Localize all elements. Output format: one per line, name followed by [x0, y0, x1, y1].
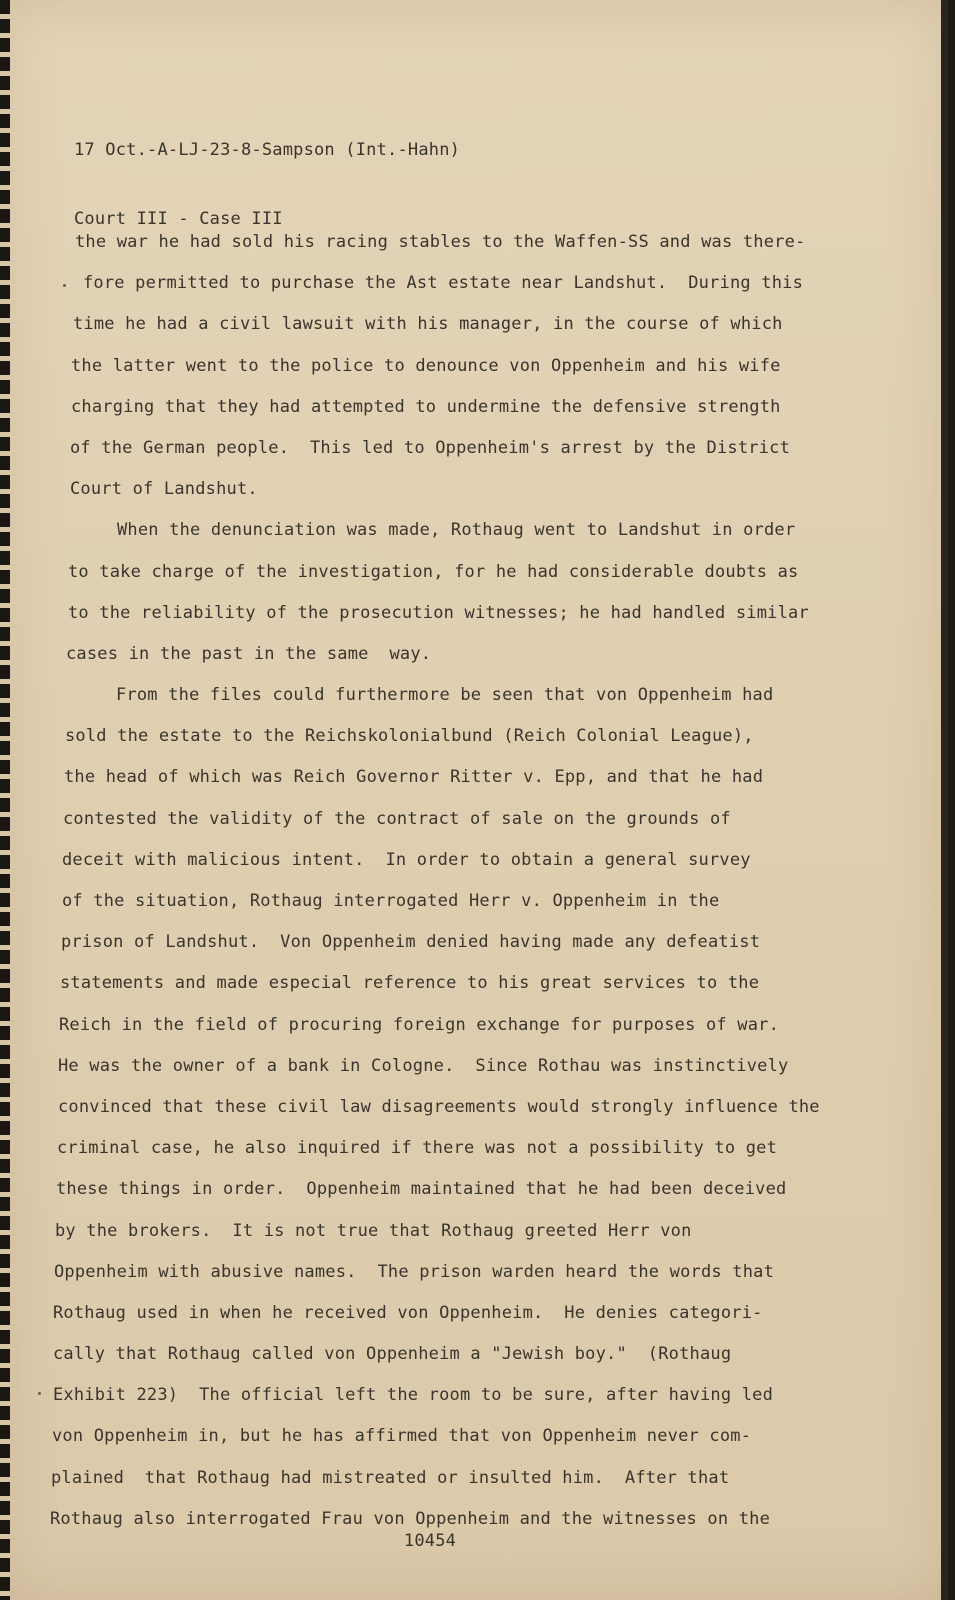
text-line: Rothaug also interrogated Frau von Oppenheim and the witnesses on the — [50, 1508, 771, 1529]
text-line: When the denunciation was made, Rothaug went to Landshut in order — [117, 520, 796, 541]
text-line: Court of Landshut. — [70, 479, 258, 500]
text-line: cases in the past in the same way. — [66, 643, 432, 664]
text-line: the head of which was Reich Governor Ritter v. Epp, and that he had — [64, 767, 764, 788]
page-number: 10454 — [403, 1531, 457, 1551]
text-line: convinced that these civil law disagreements would strongly influence the — [58, 1096, 820, 1117]
text-line: prison of Landshut. Von Oppenheim denied having made any defeatist — [61, 932, 761, 953]
text-line: statements and made especial reference to his great services to the — [60, 973, 760, 994]
text-line: deceit with malicious intent. In order to obtain a general survey — [62, 849, 751, 870]
text-line: He was the owner of a bank in Cologne. Since Rothau was instinctively — [58, 1055, 789, 1076]
header-court-line: Court III - Case III — [74, 209, 283, 229]
text-line: by the brokers. It is not true that Rothaug greeted Herr von — [55, 1220, 692, 1241]
text-line: the latter went to the police to denounce von Oppenheim and his wife — [71, 355, 781, 376]
text-line: Oppenheim with abusive names. The prison warden heard the words that — [54, 1261, 775, 1282]
text-line: criminal case, he also inquired if there was not a possibility to get — [57, 1138, 778, 1159]
document-body — [50, 222, 890, 1540]
text-line: time he had a civil lawsuit with his manager, in the course of which — [73, 314, 783, 335]
text-line: contested the validity of the contract of sale on the grounds of — [63, 808, 731, 829]
text-line: plained that Rothaug had mistreated or insulted him. After that — [51, 1467, 730, 1488]
text-line: von Oppenheim in, but he has affirmed that von Oppenheim never com- — [52, 1426, 752, 1447]
text-line: these things in order. Oppenheim maintained that he had been deceived — [56, 1179, 787, 1200]
text-line: fore permitted to purchase the Ast estate near Landshut. During this — [83, 273, 804, 294]
text-line: the war he had sold his racing stables to the Waffen-SS and was there- — [75, 232, 806, 252]
text-line: to the reliability of the prosecution witnesses; he had handled similar — [68, 602, 809, 623]
text-line: Exhibit 223) The official left the room to be sure, after having led — [53, 1385, 774, 1406]
text-line: From the files could furthermore be seen that von Oppenheim had — [116, 685, 774, 706]
page-right-edge — [941, 0, 948, 1600]
text-line: to take charge of the investigation, for he had considerable doubts as — [68, 561, 799, 582]
text-line: of the situation, Rothaug interrogated Herr v. Oppenheim in the — [62, 891, 720, 911]
margin-mark — [63, 284, 66, 287]
margin-mark — [38, 1392, 41, 1395]
header-reference-line: 17 Oct.-A-LJ-23-8-Sampson (Int.-Hahn) — [74, 140, 461, 160]
text-line: Reich in the field of procuring foreign exchange for purposes of war. — [59, 1014, 780, 1035]
text-line: cally that Rothaug called von Oppenheim a "Jewish boy." (Rothaug — [53, 1344, 732, 1365]
text-line: sold the estate to the Reichskolonialbund (Reich Colonial League), — [65, 726, 754, 747]
text-line: charging that they had attempted to undermine the defensive strength — [71, 396, 781, 417]
binding-edge — [0, 0, 10, 1600]
text-line: Rothaug used in when he received von Oppenheim. He denies categori- — [53, 1302, 763, 1323]
text-line: of the German people. This led to Oppenheim's arrest by the District — [70, 437, 791, 458]
